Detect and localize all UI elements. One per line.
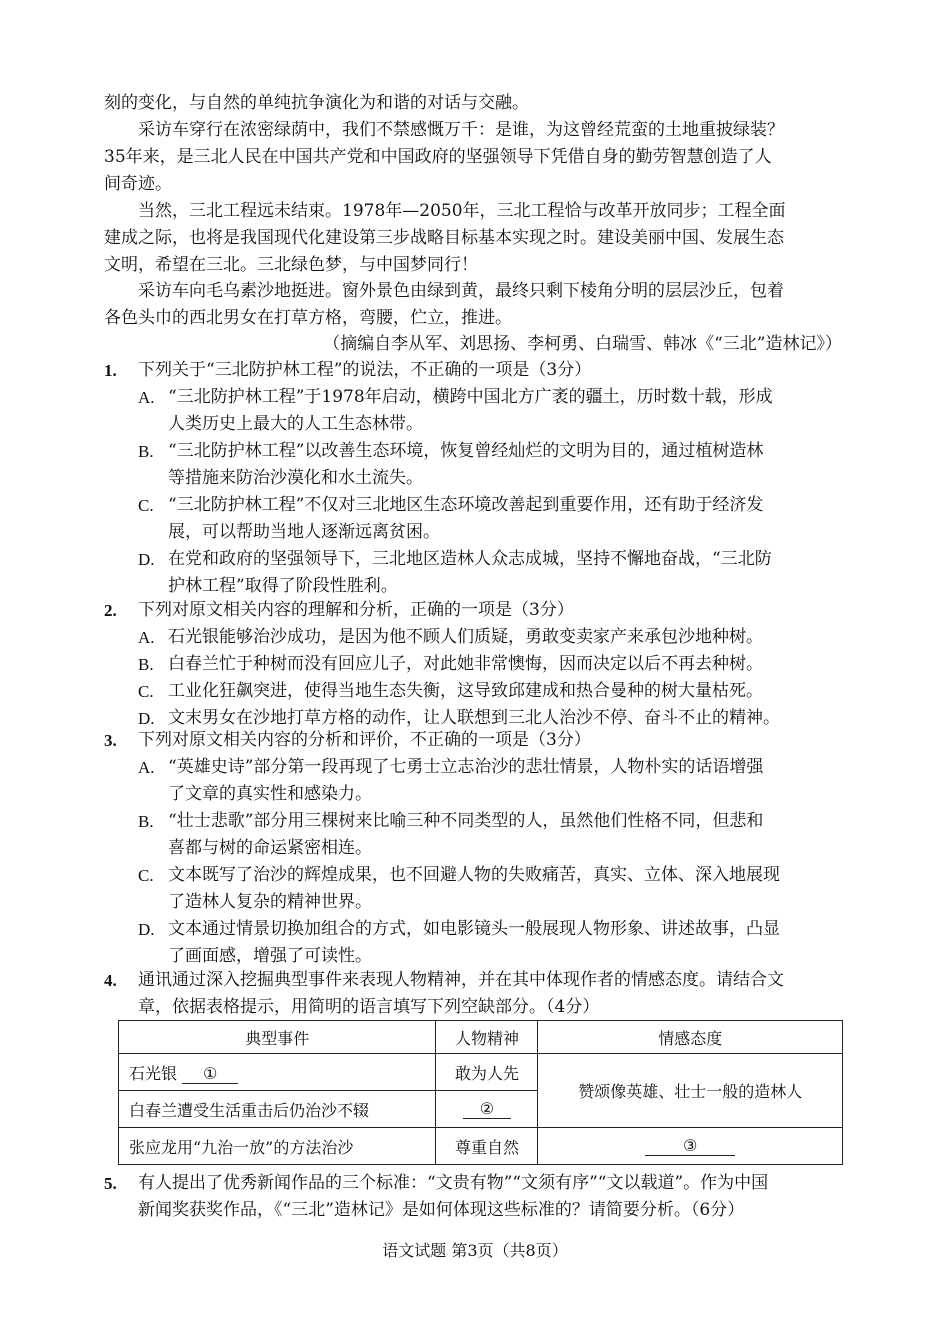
table-cell-event: 张应龙用“九治一放”的方法治沙 — [119, 1128, 436, 1165]
table-row — [119, 1128, 843, 1165]
table-cell-event: 白春兰遭受生活重击后仍治沙不辍 — [119, 1091, 436, 1128]
table-cell-spirit: 敢为人先 — [436, 1054, 538, 1091]
question-5-stem: 有人提出了优秀新闻作品的三个标准：“文贵有物”“文须有序”“文以载道”。作为中国 新闻奖获奖作品，《“三北”造林记》是如何体现这些标准的？请简要分析。（6分） — [138, 1173, 769, 1220]
table-header-spirit: 人物精神 — [436, 1021, 538, 1054]
passage-paragraph-1: 采访车穿行在浓密绿荫中，我们不禁感慨万千：是谁，为这曾经荒蛮的土地重披绿装？ 35年来，是三北人民在中国共产党和中国政府的坚强领导下凭借自身的勤劳智慧创造了人 间奇迹。 — [104, 120, 784, 194]
question-5: 5. 有人提出了优秀新闻作品的三个标准：“文贵有物”“文须有序”“文以载道”。作为中国 新闻奖获奖作品，《“三北”造林记》是如何体现这些标准的？请简要分析。（6分） — [104, 1170, 842, 1224]
table-cell-spirit: 尊重自然 — [436, 1128, 538, 1165]
question-3: 3. 下列对原文相关内容的分析和评价，不正确的一项是（3分） A. “英雄史诗”部分第一段再现了七勇士立志治沙的悲壮情景，人物朴实的话语增强 了文章的真实性和感染力。 B. “壮士悲歌”部分用三棵树来比喻三种不同类型的人，虽然他们性格不同，但悲和 喜都与树的命运紧密相连。 C. 文本既写了治沙的辉煌成果，也不回避人物的失败痛苦，真实、立体、深入地展现 了造林人复杂的精神世界。 D. 文本通过情景切换加组合的方式，如电影镜头一般展现人物形象、讲述故事，凸显 了画面感，增强了可读性。 — [104, 727, 842, 967]
table-cell-event: 石光银 ① — [119, 1054, 436, 1091]
question-1: 1. 下列关于“三北防护林工程”的说法，不正确的一项是（3分） A. “三北防护林工程”于1978年启动，横跨中国北方广袤的疆土，历时数十载，形成 人类历史上最大的人工生态林带。 B. “三北防护林工程”以改善生态环境，恢复曾经灿烂的文明为目的，通过植树造林 等措施来防治沙漠化和水土流失。 C. “三北防护林工程”不仅对三北地区生态环境改善起到重要作用，还有助于经济发 展，可以帮助当地人逐渐远离贫困。 D. 在党和政府的坚强领导下，三北地区造林人众志成城，坚持不懈地奋战，“三北防 护林工程”取得了阶段性胜利。 — [104, 357, 842, 597]
passage-paragraph-0: 刻的变化，与自然的单纯抗争演化为和谐的对话与交融。 — [104, 93, 529, 113]
answer-blank-1[interactable]: ① — [182, 1064, 238, 1084]
answer-blank-3[interactable]: ③ — [645, 1136, 735, 1156]
table-header-event: 典型事件 — [119, 1021, 436, 1054]
table-row — [119, 1054, 843, 1091]
table-header-row — [119, 1021, 843, 1054]
passage-paragraph-3: 采访车向毛乌素沙地挺进。窗外景色由绿到黄，最终只剩下棱角分明的层层沙丘，包着 各色头巾的西北男女在打草方格，弯腰，伫立，推进。 — [104, 281, 784, 328]
question-1-stem: 下列关于“三北防护林工程”的说法，不正确的一项是（3分） — [138, 360, 592, 380]
question-4: 4. 通讯通过深入挖掘典型事件来表现人物精神，并在其中体现作者的情感态度。请结合文 章，依据表格提示，用简明的语言填写下列空缺部分。（4分） — [104, 967, 842, 1021]
question-2: 2. 下列对原文相关内容的理解和分析，正确的一项是（3分） A. 石光银能够治沙成功，是因为他不顾人们质疑，勇敢变卖家产来承包沙地种树。 B. 白春兰忙于种树而没有回应儿子，对此她非常懊悔，因而决定以后不再去种树。 C. 工业化狂飙突进，使得当地生态失衡，这导致邱建成和热合曼种的树大量枯死。 D. 文末男女在沙地打草方格的动作，让人联想到三北人治沙不停、奋斗不止的精神。 — [104, 597, 842, 732]
question-2-stem: 下列对原文相关内容的理解和分析，正确的一项是（3分） — [138, 600, 574, 620]
question-3-stem: 下列对原文相关内容的分析和评价，不正确的一项是（3分） — [138, 730, 591, 750]
answer-blank-2[interactable]: ② — [463, 1099, 511, 1119]
question-4-table — [118, 1020, 843, 1165]
table-cell-attitude: 赞颂像英雄、壮士一般的造林人 — [538, 1054, 843, 1128]
passage-source: （摘编自李从军、刘思扬、李柯勇、白瑞雪、韩冰《“三北”造林记》） — [323, 334, 842, 354]
passage-paragraph-2: 当然，三北工程远未结束。1978年—2050年，三北工程恰与改革开放同步；工程全面 建成之际，也将是我国现代化建设第三步战略目标基本实现之时。建设美丽中国、发展生态 文明，希望在三北。三北绿色梦，与中国梦同行！ — [104, 201, 786, 275]
page-footer: 语文试题 第3页（共8页） — [382, 1241, 568, 1260]
question-4-stem: 通讯通过深入挖掘典型事件来表现人物精神，并在其中体现作者的情感态度。请结合文 章，依据表格提示，用简明的语言填写下列空缺部分。（4分） — [138, 970, 784, 1017]
table-cell-spirit — [436, 1091, 538, 1128]
table-header-attitude: 情感态度 — [538, 1021, 843, 1054]
table-cell-attitude — [538, 1128, 843, 1165]
